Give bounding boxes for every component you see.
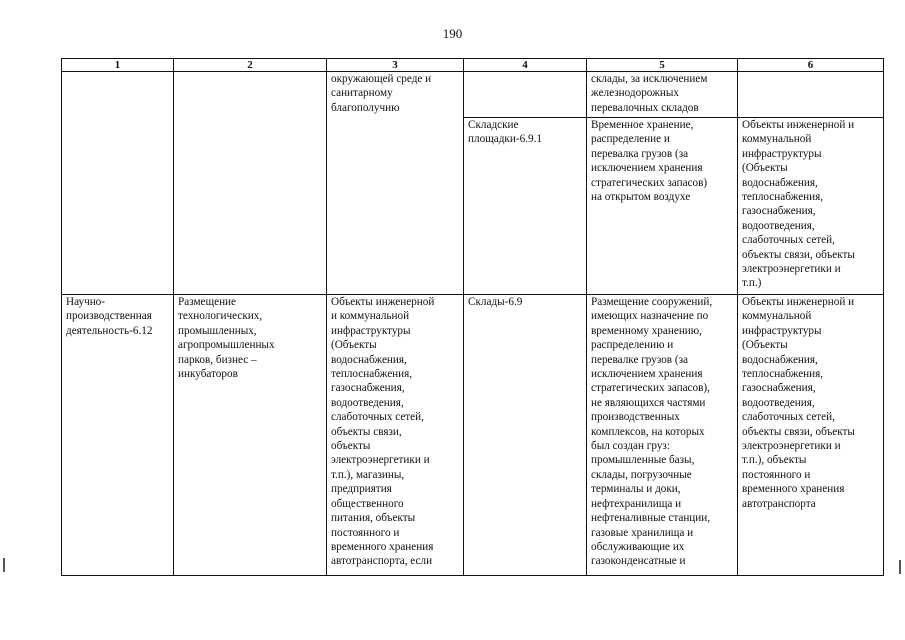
column-header-2: 2 — [174, 59, 327, 72]
right-margin-mark — [899, 560, 901, 574]
cell-text: Складские площадки-6.9.1 — [468, 119, 542, 146]
header-row — [62, 59, 884, 72]
table-cell — [587, 118, 738, 295]
table-cell — [464, 118, 587, 295]
column-header-5: 5 — [587, 59, 738, 72]
land-use-table — [61, 58, 884, 576]
column-header-4: 4 — [464, 59, 587, 72]
table-cell — [174, 72, 327, 295]
table-cell — [464, 295, 587, 576]
table-cell — [327, 295, 464, 576]
table-cell — [464, 72, 587, 118]
cell-text: Размещение сооружений, имеющих назначение по временному хранению, распределению и перевалке грузов (за исключением хранения стратегических запасов), не являющихся частями производственных комплексов, на которых был создан груз: промышленные базы, склады, погрузочные терминалы и доки, нефтехранилища и нефтеналивные станции, газовые хранилища и обслуживающие их газоконденсатные и — [591, 296, 713, 568]
table-row — [62, 295, 884, 576]
table-cell — [738, 295, 884, 576]
table-cell — [587, 295, 738, 576]
cell-text: Научно- производственная деятельность-6.12 — [66, 296, 153, 337]
cell-text: окружающей среде и санитарному благополучию — [331, 73, 432, 114]
cell-text: Объекты инженерной и коммунальной инфраструктуры (Объекты водоснабжения, теплоснабжения, газоснабжения, водоотведения, слаботочных сетей, объекты связи, объекты электроэнергетики и т.п.), магазины, предприятия общественного питания, объекты постоянного и временного хранения автотранспорта, если — [331, 296, 435, 568]
table-row — [62, 72, 884, 118]
page-number: 190 — [442, 26, 463, 41]
column-header-6: 6 — [738, 59, 884, 72]
column-header-1: 1 — [62, 59, 174, 72]
cell-text: Склады-6.9 — [468, 296, 523, 308]
table-cell — [62, 72, 174, 295]
cell-text: Временное хранение, распределение и перевалка грузов (за исключением хранения стратегических запасов) на открытом воздухе — [591, 119, 708, 204]
column-header-3: 3 — [327, 59, 464, 72]
table-cell — [587, 72, 738, 118]
left-margin-mark — [3, 558, 5, 572]
cell-text: Размещение технологических, промышленных, агропромышленных парков, бизнес – инкубаторов — [178, 296, 275, 381]
cell-text: Объекты инженерной и коммунальной инфраструктуры (Объекты водоснабжения, теплоснабжения, газоснабжения, водоотведения, слаботочных сетей, объекты связи, объекты электроэнергетики и т.п.), объекты постоянного и временного хранения автотранспорта — [742, 296, 855, 510]
table-cell — [738, 118, 884, 295]
cell-text: склады, за исключением железнодорожных перевалочных складов — [591, 73, 708, 114]
cell-text: Объекты инженерной и коммунальной инфраструктуры (Объекты водоснабжения, теплоснабжения, газоснабжения, водоотведения, слаботочных сетей, объекты связи, объекты электроэнергетики и т.п.) — [742, 119, 855, 290]
table-cell — [62, 295, 174, 576]
table-cell — [327, 72, 464, 295]
table-cell — [738, 72, 884, 118]
table-cell — [174, 295, 327, 576]
